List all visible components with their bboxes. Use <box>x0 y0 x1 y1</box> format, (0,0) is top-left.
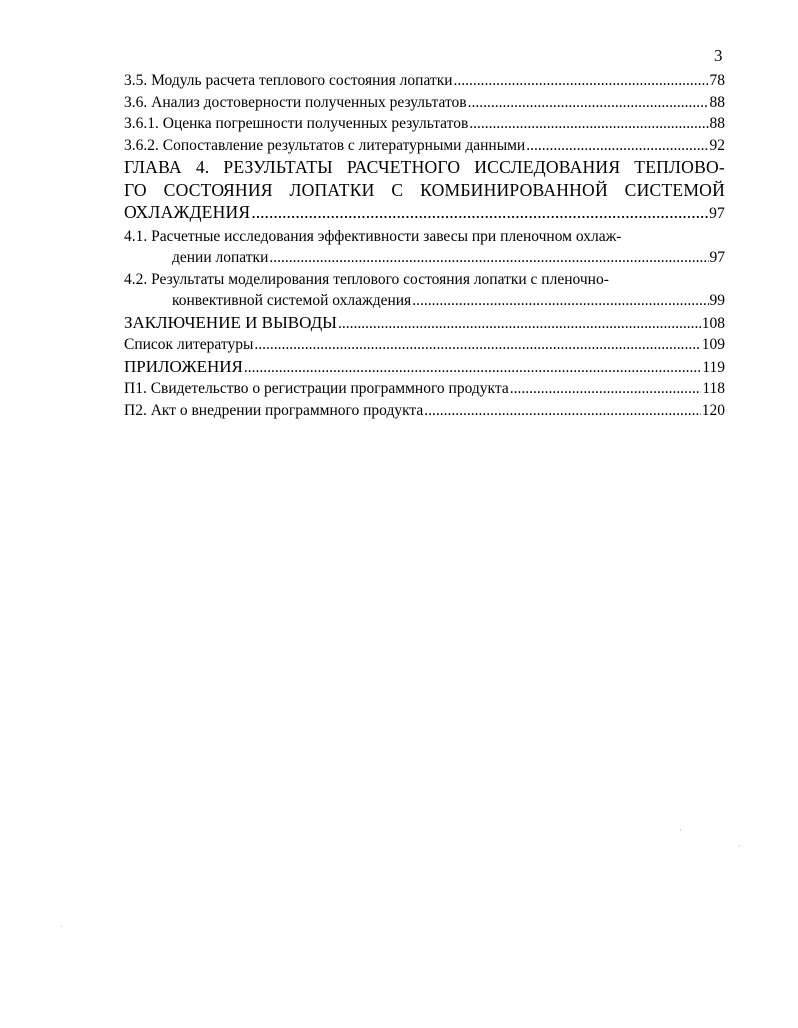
dot-leader <box>251 201 708 224</box>
toc-entry-page: 119 <box>702 358 725 376</box>
page-number: 3 <box>714 46 723 65</box>
toc-entry-title: ПРИЛОЖЕНИЯ <box>124 356 243 376</box>
toc-entry-title: П1. Свидетельство о регистрации программного продукта <box>124 380 509 397</box>
toc-entry-title-line-1: 4.2. Результаты моделирования теплового состояния лопатки с пленочно- <box>124 270 609 288</box>
toc-entry-appendices <box>124 356 725 379</box>
toc-entry-3-6-1 <box>124 113 725 135</box>
dot-leader <box>254 334 700 356</box>
chapter-4-title-line-3: ОХЛАЖДЕНИЯ <box>124 202 251 222</box>
toc-entry-page: 97 <box>709 205 725 222</box>
toc-entry-title-line-2: конвективной системой охлаждения <box>172 292 412 309</box>
table-of-contents <box>124 70 725 421</box>
dot-leader <box>468 92 709 114</box>
toc-entry-title: П2. Акт о внедрении программного продукта <box>124 401 424 419</box>
toc-entry-3-6-2 <box>124 135 725 157</box>
chapter-4-title-line-1: ГЛАВА 4. РЕЗУЛЬТАТЫ РАСЧЕТНОГО ИССЛЕДОВАНИЯ ТЕПЛОВО- <box>124 157 725 177</box>
toc-entry-page: 88 <box>709 115 725 132</box>
dot-leader <box>412 290 708 312</box>
toc-entry-3-6 <box>124 92 725 114</box>
toc-entry-title: 3.6.1. Оценка погрешности полученных результатов <box>124 115 469 132</box>
dot-leader <box>424 400 701 422</box>
toc-entry-title-line-2: дении лопатки <box>172 249 269 266</box>
toc-entry-page: 109 <box>701 336 725 353</box>
toc-entry-appendix-1 <box>124 378 725 400</box>
chapter-4-title-line-2: ГО СОСТОЯНИЯ ЛОПАТКИ С КОМБИНИРОВАННОЙ СИСТЕМОЙ <box>124 179 725 200</box>
toc-entry-title: 3.6.2. Сопоставление результатов с литературными данными <box>124 136 526 154</box>
toc-entry-title: Список литературы <box>124 336 254 353</box>
toc-entry-page: 99 <box>709 292 725 309</box>
scan-speck: ˌ <box>60 918 63 927</box>
toc-entry-page: 78 <box>709 72 725 89</box>
toc-entry-appendix-2 <box>124 400 725 422</box>
dot-leader <box>338 313 701 335</box>
toc-entry-title-line-1: 4.1. Расчетные исследования эффективности завесы при пленочном охлаж- <box>124 227 622 245</box>
dot-leader <box>469 113 708 135</box>
toc-entry-page: 108 <box>701 314 725 332</box>
dot-leader <box>454 70 709 92</box>
toc-entry-chapter-4 <box>124 156 725 226</box>
dot-leader <box>510 378 702 400</box>
toc-entry-conclusion <box>124 312 725 335</box>
scan-speck: · <box>679 826 682 835</box>
dot-leader <box>526 135 708 157</box>
toc-entry-title: 3.5. Модуль расчета теплового состояния лопатки <box>124 72 453 89</box>
dot-leader <box>244 357 701 379</box>
toc-entry-3-5 <box>124 70 725 92</box>
toc-entry-page: 120 <box>701 401 725 419</box>
toc-entry-4-1 <box>124 226 725 269</box>
toc-entry-4-2 <box>124 269 725 312</box>
dot-leader <box>269 247 708 269</box>
toc-entry-title: 3.6. Анализ достоверности полученных результатов <box>124 93 467 111</box>
toc-entry-page: 92 <box>709 136 725 154</box>
scan-speck: · <box>738 842 741 851</box>
toc-entry-page: 118 <box>702 380 725 397</box>
toc-entry-page: 97 <box>709 249 725 266</box>
toc-entry-title: ЗАКЛЮЧЕНИЕ И ВЫВОДЫ <box>124 312 337 332</box>
toc-entry-references <box>124 334 725 356</box>
toc-entry-page: 88 <box>709 93 725 111</box>
